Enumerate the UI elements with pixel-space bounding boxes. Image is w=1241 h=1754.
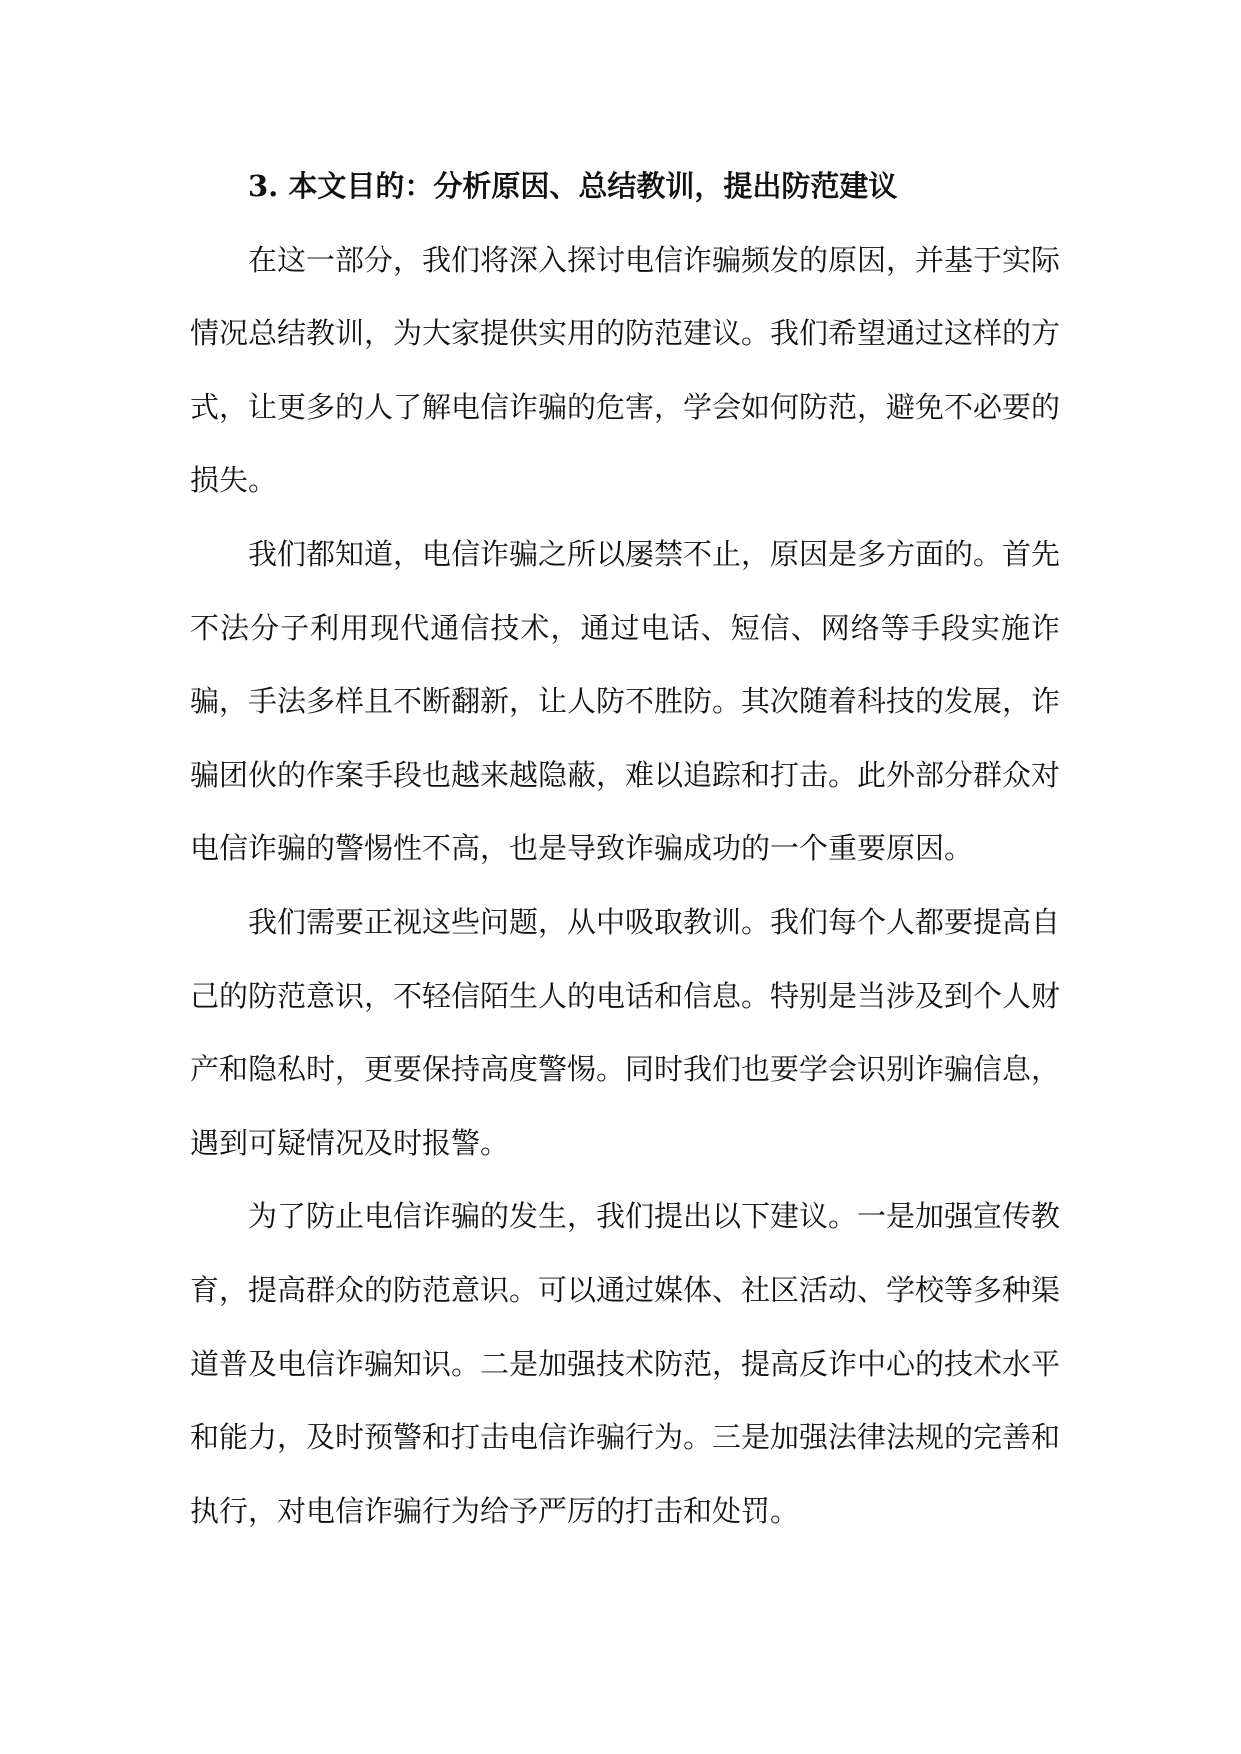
paragraph: 我们都知道，电信诈骗之所以屡禁不止，原因是多方面的。首先不法分子利用现代通信技术，通过电话、短信、网络等手段实施诈骗，手法多样且不断翻新，让人防不胜防。其次随着科技的发展，诈骗团伙的作案手段也越来越隐蔽，难以追踪和打击。此外部分群众对电信诈骗的警惕性不高，也是导致诈骗成功的一个重要原因。 [190,536,1061,866]
document-body [190,150,1060,1548]
paragraph: 我们需要正视这些问题，从中吸取教训。我们每个人都要提高自己的防范意识，不轻信陌生人的电话和信息。特别是当涉及到个人财产和隐私时，更要保持高度警惕。同时我们也要学会识别诈骗信息，遇到可疑情况及时报警。 [190,904,1061,1160]
section-heading: 3. 本文目的：分析原因、总结教训，提出防范建议 [248,169,898,203]
paragraph: 在这一部分，我们将深入探讨电信诈骗频发的原因，并基于实际情况总结教训，为大家提供实用的防范建议。我们希望通过这样的方式，让更多的人了解电信诈骗的危害，学会如何防范，避免不必要的损失。 [190,242,1061,498]
paragraph: 为了防止电信诈骗的发生，我们提出以下建议。一是加强宣传教育，提高群众的防范意识。可以通过媒体、社区活动、学校等多种渠道普及电信诈骗知识。二是加强技术防范，提高反诈中心的技术水平和能力，及时预警和打击电信诈骗行为。三是加强法律法规的完善和执行，对电信诈骗行为给予严厉的打击和处罚。 [190,1199,1061,1528]
